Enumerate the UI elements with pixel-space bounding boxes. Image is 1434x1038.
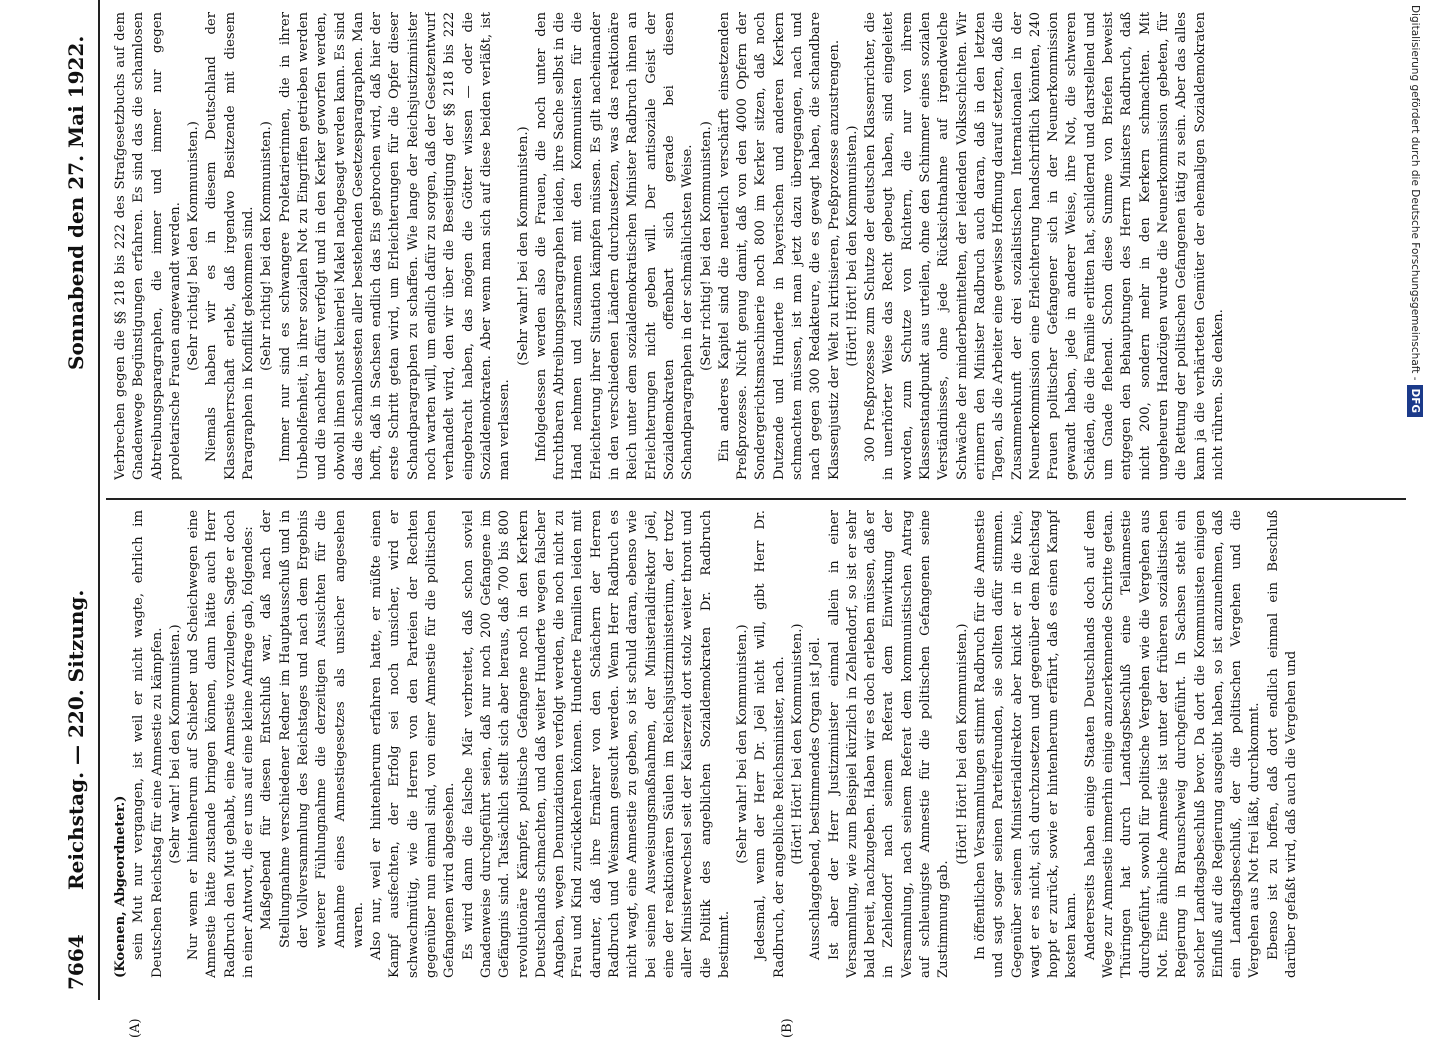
page-number: 7664 [64,934,88,990]
paragraph: sein Mut nur vergangen, ist weil er nicht wagte, ehrlich im Deutschen Reichstag für eine Amnestie zu kämpfen. [131,510,165,978]
paragraph: Ausschlaggebend, bestimmendes Organ ist Joël. [808,637,824,960]
speaker-label: (Koenen, Abgeordneter.) [113,795,128,978]
paragraph: Ebenso ist zu hoffen, daß dort endlich einmal ein Beschluß darüber gefaßt wird, daß auch die Vergehen und [1265,510,1299,978]
paragraph: Also nur, weil er hintenherum erfahren hatte, er müßte einen Kampf ausfechten, der Erfolg sei noch unsicher, wird er schwachmütig, wie die Herren von den Parteien der Rechten gegenüber nun einmal sind, von einer Amnestie für die politischen Gefangenen wird abgesehen. [369,510,458,978]
paragraph: Andererseits haben einige Staaten Deutschlands doch auf dem Wege zur Amnestie immerhin einige anzuerkennende Schritte getan. Thüringen hat durch Landtagsbeschluß eine Teilamnestie durchgeführt, sowohl für politische Vergehen wie die Vergehen aus Not. Eine ähnliche Amnestie ist unter der früheren sozialistischen Regierung in Braunschweig durchgeführt. In Sachsen steht ein solcher Landtagsbeschluß bevor. Da dort die Kommunisten einigen Einfluß auf die Regierung ausgeübt haben, so ist anzunehmen, daß ein Landtagsbeschluß, der die politischen Vergehen und die Vergehen aus Not frei läßt, durchkommt. [1082,510,1263,978]
quotation: Maßgebend für diesen Entschluß war, daß nach der Stellungnahme verschiedener Redner im Hauptausschuß und in der Vollversammlung des Reichstages und nach dem Ergebnis weiterer Fühlungnahme die derzeitigen Aussichten für die Annahme eines Amnestiegesetzes als unsicher angesehen waren. [259,510,366,948]
left-header-title: Reichstag. — 220. Sitzung. [64,589,88,890]
paragraph: Nur wenn er hintenherum auf Schieber und Scheichwegen eine Amnestie hätte zustande bringen können, dann hätte auch Herr Radbruch den Mut gehabt, eine Amnestie vorzulegen. Sagte er doch in einer Antwort, die er uns auf eine kleine Anfrage gab, folgendes: [186,510,257,978]
right-column [112,12,1402,480]
interjection: (Hört! Hört! bei den Kommunisten.) [789,623,805,865]
left-column [112,510,1402,978]
paragraph: Niemals haben wir es in diesem Deutschland der Klassenherrschaft erlebt, daß irgendwo Besitzende mit diesem Paragraphen in Konflikt gekommen sind. [204,12,257,480]
paragraph: Ein anderes Kapitel sind die neuerlich verschärft einsetzenden Preßprozesse. Nicht genug damit, daß von den 4000 Opfern der Sondergerichtsmaschinerie noch 800 im Kerker sitzen, daß noch Dutzende und Hunderte in bayerischen und anderen Kerkern schmachten müssen, ist man jetzt dazu übergegangen, nach und nach gegen 300 Redakteure, die es gewagt haben, die schandbare Klassenjustiz der Welt zu kritisieren, Preßprozesse anzustrengen. [716,12,842,480]
interjection: (Sehr wahr! bei den Kommunisten.) [167,624,183,864]
credit-text: Digitalisierung gefördert durch die Deutsche Forschungsgemeinschaft - [1409,5,1421,381]
margin-marker-b: (B) [780,1018,795,1038]
right-header-title: Sonnabend den 27. Mai 1922. [64,35,88,370]
interjection: (Sehr richtig! bei den Kommunisten.) [259,121,275,371]
rotated-page-content [50,0,1410,1038]
paragraph: Ist aber der Herr Justizminister einmal allein in einer Versammlung, wie zum Beispiel kürzlich in Zehlendorf, so ist er sehr bald bereit, nachzugeben. Haben wir es doch erleben müssen, daß er in Zehlendorf nach seinem Referat dem Einwirkung der Versammlung, nach seinem Referat dem kommunistischen Antrag auf schleunigste Amnestie für die politischen Gefangenen seine Zustimmung gab. [826,510,952,978]
interjection: (Sehr wahr! bei den Kommunisten.) [735,624,751,864]
margin-marker-a: (A) [128,1018,143,1038]
paragraph: Verbrechen gegen die §§ 218 bis 222 des Strafgesetzbuchs auf dem Gnadenwege Begünstigungen erfahren. Es sind das die schamlosen Abtreibungsparagraphen, die immer und immer nur gegen proletarische Frauen angewandt werden. [113,12,183,480]
paragraph: Jedesmal, wenn der Herr Dr. Joël nicht will, gibt Herr Dr. Radbruch, der angebliche Reichsminister, nach. [753,510,787,978]
interjection: (Sehr richtig! bei den Kommunisten.) [186,121,202,371]
interjection: (Sehr wahr! bei den Kommunisten.) [515,126,531,366]
interjection: (Hört! Hört! bei den Kommunisten.) [844,125,860,367]
column-divider [106,498,1406,500]
paragraph: Infolgedessen werden also die Frauen, die noch unter den furchtbaren Abtreibungsparagraphen leiden, ihre Sache selbst in die Hand nehmen und zusammen mit den Kommunisten für die Erleichterung ihrer Situation kämpfen müssen. Es gilt nacheinander in den verschiedenen Ländern durchzusetzen, was das reaktionäre Reich unter dem sozialdemokratischen Minister Radbruch ihnen an Erleichterungen nicht geben will. Der antisoziale Geist der Sozialdemokraten offenbart sich gerade bei diesen Schandparagraphen in der schmählichsten Weise. [533,12,696,480]
paragraph: Immer nur sind es schwangere Proletarierinnen, die in ihrer Unbeholfenheit, in ihrer sozialen Not zu Eingriffen getrieben werden und die nachher dafür verfolgt und in den Kerker geworfen werden, obwohl ihnen sonst keinerlei Makel nachgesagt werden kann. Es sind das die schamlosesten aller bestehenden Gesetzesparagraphen. Man hofft, daß in Sachsen endlich das Eis gebrochen wird, daß hier der erste Schritt getan wird, um Erleichterungen für die Opfer dieser Schandparagraphen zu schaffen. Wie lange der Reichsjustizminister noch warten will, um endlich dafür zu sorgen, daß der Gesetzentwurf verhandelt wird, den wir über die Beseitigung der §§ 218 bis 222 eingebracht haben, das mögen die Götter wissen — oder die Sozialdemokraten. Aber wenn man sich auf diese beiden verläßt, ist man verlassen. [277,12,513,480]
dfg-logo: DFG [1407,385,1423,418]
interjection: (Hört! Hört! bei den Kommunisten.) [954,623,970,865]
digitization-credit [1405,5,1429,995]
paragraph: In öffentlichen Versammlungen stimmt Radbruch für die Amnestie und sagt sogar seinen Parteifreunden, sie sollten dafür stimmen. Gegenüber seinem Ministerialdirektor aber knickt er in die Knie, wagt er es nicht, sich durchzusetzen und gegenüber dem Reichstag hoppt er zurück, sowie er hintenherum erfährt, daß es einen Kampf kosten kann. [972,510,1080,978]
paragraph: 300 Preßprozesse zum Schutze der deutschen Klassenrichter, die in unerhörter Weise das Recht gebeugt haben, sind eingeleitet worden, zum Schutze von Richtern, die nur von ihrem Klassenstandpunkt aus urteilen, ohne den Schimmer eines sozialen Verständnisses, ohne jede Rücksichtnahme auf irgendwelche Schwäche der minderbemittelten, der leidenden Volksschichten. Wir erinnern den Minister Radbruch auch daran, daß in den letzten Tagen, als die Arbeiter eine gewisse Hoffnung darauf setzten, daß die Zusammenkunft der drei sozialistischen Internationalen in der Neunerkommission eine Erleichterung handschriftlich könnten, 240 Frauen politischer Gefangener sich in der Neunerkommission gewandt haben, jede in anderer Weise, ihre Not, die schweren Schäden, die die Familie erlitten hat, schildernd und darstellend und um Gnade flehend. Schon diese Summe von Briefen beweist entgegen den Behauptungen des Herrn Ministers Radbruch, daß nicht 200, sondern mehr in den Kerkern schmachten. Mit ungeheuren Handzügen wurde die Neunerkommission gebeten, für die Rettung der politischen Gefangenen tätig zu sein. Aber das alles kann ja die verhärteten Gemüter der ehemaligen Sozialdemokraten nicht rühren. Sie denken. [863,12,1226,480]
header-rule [98,0,100,1000]
paragraph: Es wird dann die falsche Mär verbreitet, daß schon soviel Gnadenweise durchgeführt seien, daß nur noch 200 Gefangene im Gefängnis sind. Tatsächlich stellt sich aber heraus, daß 700 bis 800 revolutionäre Kämpfer, politische Gefangene noch in den Kerkern Deutschlands schmachten, und daß weiter Hunderte wegen falscher Angaben, wegen Denunziationen verfolgt werden, die noch nicht zu Frau und Kind zurückkehren können. Hunderte Familien leiden mit darunter, daß ihre Ernährer von den Schächern der Herren Radbruch und Weismann gesucht werden. Wenn Herr Radbruch es nicht wagt, eine Amnestie zu geben, so ist schuld daran, ebenso wie bei seinen Ausweisungsmaßnahmen, der Ministerialdirektor Joël, eine der reaktionären Säulen im Reichsjustizministerium, der trotz aller Ministerwechsel seit der Kaiserzeit dort stolz weiter thront und die Politik des angeblichen Sozialdemokraten Dr. Radbruch bestimmt. [460,510,732,978]
interjection: (Sehr richtig! bei den Kommunisten.) [698,121,714,371]
